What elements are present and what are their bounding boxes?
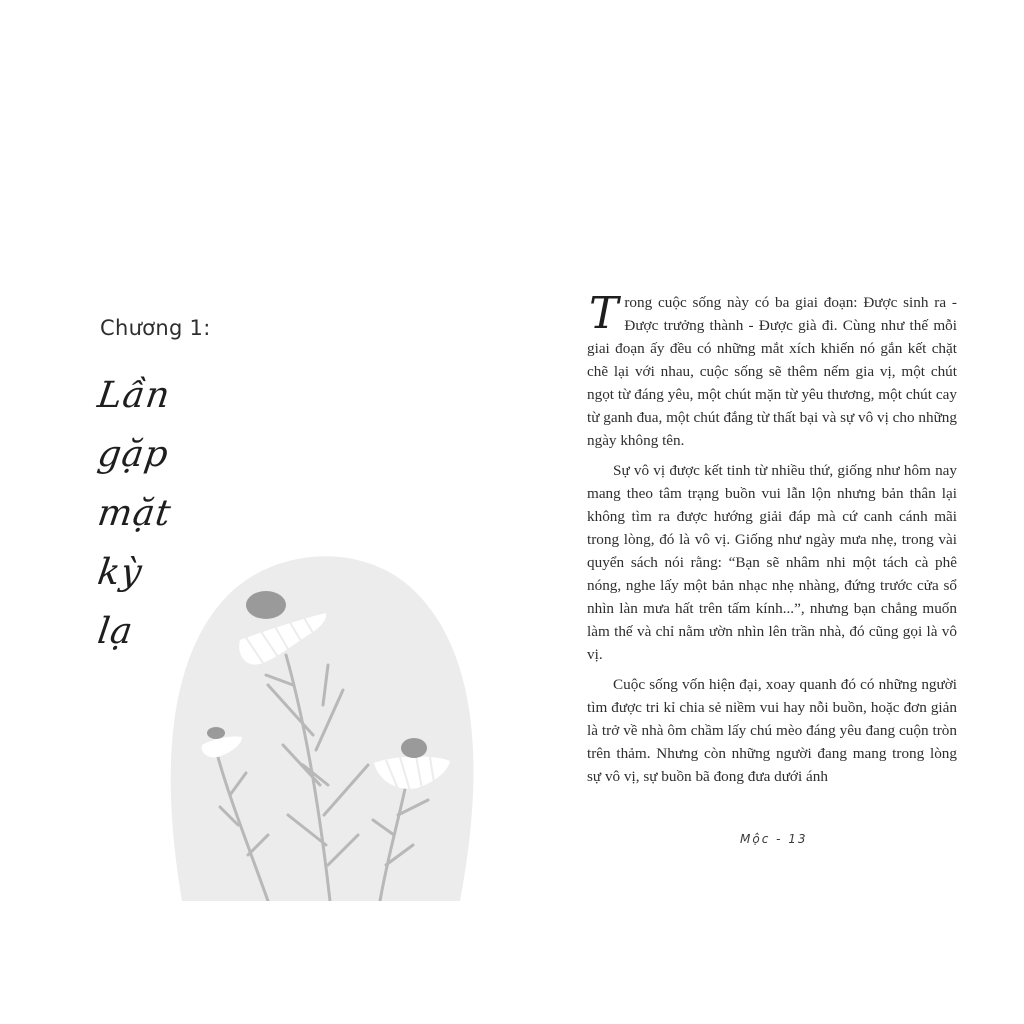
chapter-title-word: mặt [95, 493, 174, 534]
paragraph-text: rong cuộc sống này có ba giai đoạn: Được sinh ra - Được trưởng thành - Được già đi. Cùng như thế mỗi giai đoạn ấy đều có những mắt xích khiến nó gắn kết chặt chẽ lại với nhau, cuộc sống sẽ thêm nếm gia vị, một chút ngọt từ đáng yêu, một chút mặn từ yêu thương, một chút cay từ ganh đua, một chút đắng từ thất bại và sự vô vị cho những ngày không tên. [587, 294, 957, 449]
paragraph: Sự vô vị được kết tinh từ nhiều thứ, giống như hôm nay mang theo tâm trạng buồn vui lẫn lộn nhưng bản thân lại không tìm ra được hướng giải đáp mà cứ canh cánh mãi trong lòng, đó là vô vị. Giống như ngày mưa nhẹ, trong vài quyển sách nói rằng: “Bạn sẽ nhâm nhi một tách cà phê nóng, nghe lấy một bản nhạc nhẹ nhàng, đứng trước cửa sổ nhìn làn mưa hất trên tấm kính...”, nhưng bạn chẳng muốn làm thế và chỉ nằm ườn nhìn lên trần nhà, đó cũng gọi là vô vị. [587, 462, 957, 663]
chapter-title-word: Lần [95, 375, 174, 416]
paragraph [587, 288, 957, 452]
chapter-title-word: lạ [95, 611, 136, 652]
chamomile-illustration [168, 545, 474, 901]
chapter-title-word: kỳ [95, 552, 146, 593]
dropcap: T [589, 288, 619, 339]
chapter-title-word: gặp [95, 434, 172, 475]
paragraph: Cuộc sống vốn hiện đại, xoay quanh đó có những người tìm được tri kỉ chia sẻ niềm vui hay nỗi buồn, hoặc đơn giản là trở về nhà ôm chầm lấy chú mèo đáng yêu đang cuộn tròn trên thảm. Nhưng còn những người đang mang trong lòng sự vô vị, sự buồn bã đong đưa dưới ánh [587, 676, 957, 785]
chapter-label: Chương 1: [100, 316, 211, 340]
body-text [587, 288, 957, 795]
page-footer: Mộc - 13 [740, 832, 808, 846]
right-page [512, 0, 1024, 1024]
